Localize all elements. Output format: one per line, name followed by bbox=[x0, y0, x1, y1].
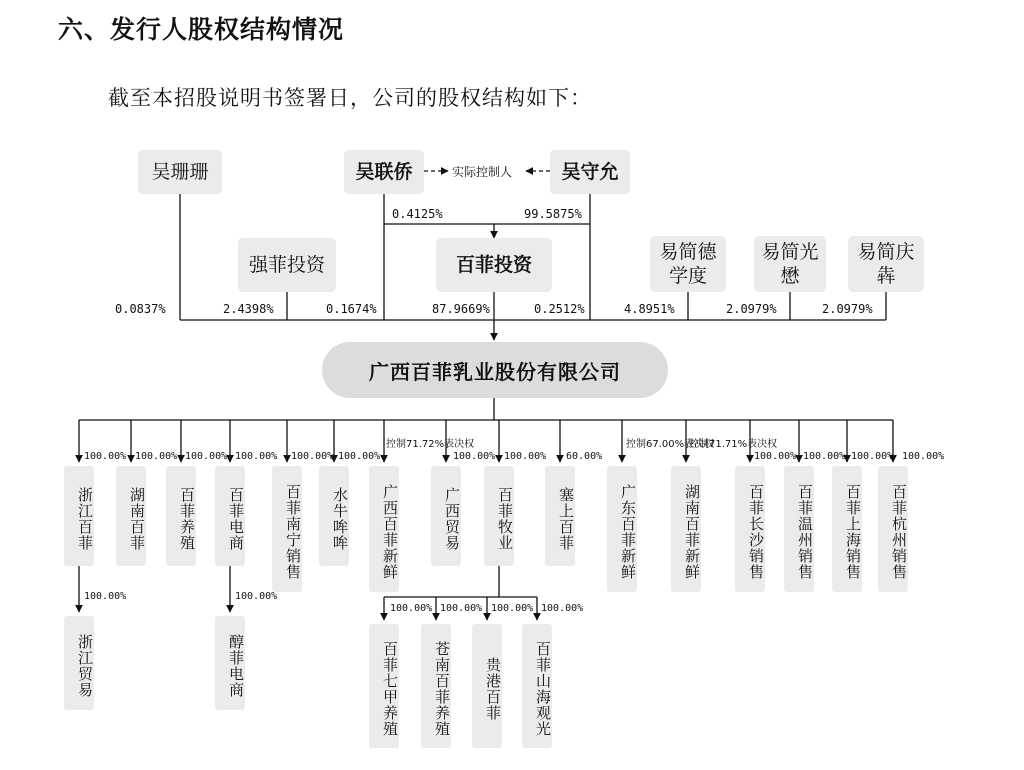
sub-guangxi-baifei-fresh: 广西百菲新鲜 bbox=[369, 466, 399, 592]
sub-pct-0: 100.00% bbox=[84, 451, 127, 462]
shareholder-wu-lianqiao: 吴联侨 bbox=[344, 150, 424, 194]
sub-pct-13: 100.00% bbox=[803, 451, 846, 462]
pct-muye-child-0: 100.00% bbox=[390, 603, 433, 614]
sub-zhejiang-baifei: 浙江百菲 bbox=[64, 466, 94, 566]
shareholder-yi-jianqing: 易简庆犇 bbox=[848, 236, 924, 292]
sub-pct-15: 100.00% bbox=[902, 451, 945, 462]
sub-guangxi-trade: 广西贸易 bbox=[431, 466, 461, 566]
intro-text: 截至本招股说明书签署日，公司的股权结构如下： bbox=[108, 86, 592, 110]
company-node: 广西百菲乳业股份有限公司 bbox=[322, 342, 668, 398]
sub-saishang-baifei: 塞上百菲 bbox=[545, 466, 575, 566]
shareholder-yi-jiande: 易简德学度 bbox=[650, 236, 726, 292]
sub-baifei-hangzhou-sales: 百菲杭州销售 bbox=[878, 466, 908, 592]
pct-wu-shouyun: 0.2512% bbox=[534, 302, 585, 316]
shareholder-baifei-invest: 百菲投资 bbox=[436, 238, 552, 292]
sub-baifei-ecommerce: 百菲电商 bbox=[215, 466, 245, 566]
shareholder-wu-shanshan: 吴珊珊 bbox=[138, 150, 222, 194]
sub-shuiniu-moumou: 水牛哞哞 bbox=[319, 466, 349, 566]
sub-pct-1: 100.00% bbox=[135, 451, 178, 462]
pct-wu-shouyun-baifei: 99.5875% bbox=[524, 207, 582, 221]
pct-yi-jiande: 4.8951% bbox=[624, 302, 675, 316]
sub-baifei-shanhai-tourism: 百菲山海观光 bbox=[522, 624, 552, 748]
sub-baifei-shanghai-sales: 百菲上海销售 bbox=[832, 466, 862, 592]
sub-pct-7: 100.00% bbox=[453, 451, 496, 462]
sub-baifei-breeding: 百菲养殖 bbox=[166, 466, 196, 566]
sub-pct-6: 控制71.72%表决权 bbox=[386, 439, 475, 450]
sub-guangdong-baifei-fresh: 广东百菲新鲜 bbox=[607, 466, 637, 592]
sub-pct-8: 100.00% bbox=[504, 451, 547, 462]
sub-baifei-changsha-sales: 百菲长沙销售 bbox=[735, 466, 765, 592]
pct-wu-lianqiao: 0.1674% bbox=[326, 302, 377, 316]
sub-hunan-baifei: 湖南百菲 bbox=[116, 466, 146, 566]
sub-baifei-qijia-breeding: 百菲七甲养殖 bbox=[369, 624, 399, 748]
sub-hunan-baifei-fresh: 湖南百菲新鲜 bbox=[671, 466, 701, 592]
sub-pct-10: 控制67.00%表决权 bbox=[626, 439, 715, 450]
pct-wu-lianqiao-baifei: 0.4125% bbox=[392, 207, 443, 221]
sub-chunfei-ecommerce: 醇菲电商 bbox=[215, 616, 245, 710]
pct-muye-child-1: 100.00% bbox=[440, 603, 483, 614]
sub-pct-11: 控制71.71%表决权 bbox=[689, 439, 778, 450]
sub-pct-3: 100.00% bbox=[235, 451, 278, 462]
sub-pct-5: 100.00% bbox=[338, 451, 381, 462]
pct-yi-jianguang: 2.0979% bbox=[726, 302, 777, 316]
sub-pct-4: 100.00% bbox=[291, 451, 334, 462]
sub-zhejiang-trade: 浙江贸易 bbox=[64, 616, 94, 710]
sub-pct-2: 100.00% bbox=[185, 451, 228, 462]
sub-cangnan-baifei-breeding: 苍南百菲养殖 bbox=[421, 624, 451, 748]
shareholder-yi-jianguang: 易简光懋 bbox=[754, 236, 826, 292]
pct-wu-shanshan: 0.0837% bbox=[115, 302, 166, 316]
shareholder-wu-shouyun: 吴守允 bbox=[550, 150, 630, 194]
shareholder-qiangfei-invest: 强菲投资 bbox=[238, 238, 336, 292]
sub-baifei-muye: 百菲牧业 bbox=[484, 466, 514, 566]
sub-baifei-wenzhou-sales: 百菲温州销售 bbox=[784, 466, 814, 592]
actual-controller-label: 实际控制人 bbox=[452, 165, 513, 179]
sub-baifei-nanning-sales: 百菲南宁销售 bbox=[272, 466, 302, 592]
pct-muye-child-3: 100.00% bbox=[541, 603, 584, 614]
section-heading: 六、发行人股权结构情况 bbox=[58, 15, 345, 44]
pct-muye-child-2: 100.00% bbox=[491, 603, 534, 614]
sub-guigang-baifei: 贵港百菲 bbox=[472, 624, 502, 748]
sub-pct-14: 100.00% bbox=[851, 451, 894, 462]
pct-baifei-invest: 87.9669% bbox=[432, 302, 490, 316]
pct-qiangfei: 2.4398% bbox=[223, 302, 274, 316]
pct-yi-jianqing: 2.0979% bbox=[822, 302, 873, 316]
pct-chunfei-ecommerce: 100.00% bbox=[235, 591, 278, 602]
sub-pct-12: 100.00% bbox=[754, 451, 797, 462]
sub-pct-9: 60.00% bbox=[566, 451, 603, 462]
pct-zhejiang-trade: 100.00% bbox=[84, 591, 127, 602]
